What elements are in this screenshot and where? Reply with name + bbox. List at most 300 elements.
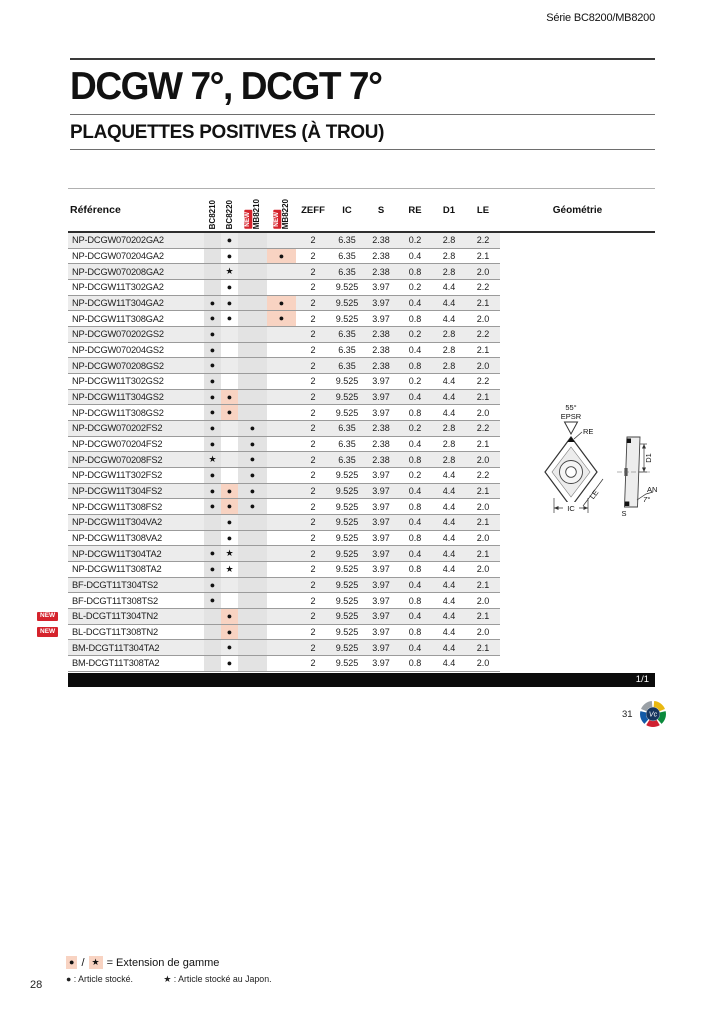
grade-mark-cell: [238, 264, 267, 279]
dimension-cell: 2.38: [372, 439, 390, 450]
grade-mark-cell: [238, 249, 267, 264]
angle-pointer-icon: [565, 422, 578, 434]
reference-cell: NP-DCGW11T308GS2: [72, 407, 164, 418]
stock-mark-dot: ●: [209, 360, 216, 371]
dim-header-d1: D1: [442, 204, 456, 216]
stock-mark-dot: ●: [249, 469, 256, 480]
grade-mark-cell: [204, 327, 221, 342]
dimension-cell: 0.8: [408, 595, 422, 606]
stocked-dot-icon: ●: [66, 974, 72, 984]
grade-mark-cell: [204, 625, 221, 640]
grade-mark-cell: [267, 499, 296, 514]
grade-mark-cell: [238, 280, 267, 295]
table-row: [68, 311, 500, 327]
grade-mark-cell: [238, 546, 267, 561]
reference-cell: NP-DCGW11T304TA2: [72, 548, 162, 559]
grade-mark-cell: [204, 515, 221, 530]
table-row: [68, 484, 500, 500]
dimension-cell: 2.38: [372, 423, 390, 434]
dimension-cell: 4.4: [442, 282, 456, 293]
table-row: [40, 625, 500, 641]
stock-mark-dot: ●: [226, 313, 233, 324]
grade-mark-cell: [221, 609, 238, 624]
dimension-cell: 2: [310, 533, 316, 544]
grade-mark-cell: [238, 593, 267, 608]
dimension-cell: 6.35: [338, 360, 356, 371]
dimension-cell: 2.2: [476, 235, 490, 246]
grade-mark-cell: [204, 609, 221, 624]
dimension-cell: 2: [310, 580, 316, 591]
table-row: [68, 405, 500, 421]
grade-mark-cell: [221, 374, 238, 389]
dimension-cell: 0.8: [408, 533, 422, 544]
grade-mark-cell: [267, 374, 296, 389]
dim-header-s: S: [377, 204, 385, 216]
dimension-cell: 2: [310, 658, 316, 669]
table-row: [68, 358, 500, 374]
page-indicator: 1/1: [635, 674, 649, 686]
stock-mark-dot: ●: [209, 344, 216, 355]
grade-mark-cell: [204, 249, 221, 264]
dimension-cell: 9.525: [335, 595, 359, 606]
dimension-cell: 9.525: [335, 407, 359, 418]
grade-mark-cell: [221, 468, 238, 483]
dimension-cell: 3.97: [372, 658, 390, 669]
dimension-cell: 6.35: [338, 266, 356, 277]
dimension-cell: 6.35: [338, 251, 356, 261]
dimension-cell: 2.0: [476, 360, 490, 371]
grade-mark-cell: [267, 531, 296, 546]
grade-mark-cell: [267, 233, 296, 248]
grade-mark-cell: [204, 233, 221, 248]
dimension-cell: 2.0: [476, 454, 490, 465]
dimension-cell: 2: [310, 454, 316, 465]
dimension-cell: 2: [310, 266, 316, 277]
grade-mark-cell: [267, 264, 296, 279]
dimension-cell: 2.8: [442, 235, 456, 246]
stock-mark-dot: ●: [226, 297, 233, 308]
dimension-cell: 2.38: [372, 454, 390, 465]
reference-cell: NP-DCGW11T304VA2: [72, 517, 162, 528]
dimension-cell: 2.8: [442, 329, 456, 340]
grade-mark-cell: [221, 499, 238, 514]
dimension-cell: 2: [310, 517, 316, 528]
dimension-cell: 9.525: [335, 627, 359, 638]
grade-mark-cell: [204, 437, 221, 452]
stock-mark-dot: ●: [209, 375, 216, 386]
legend-block: [66, 956, 272, 985]
extension-star-swatch: ★: [89, 956, 103, 969]
stock-mark-dot: ●: [278, 250, 285, 261]
grade-mark-cell: [267, 484, 296, 499]
dimension-cell: 4.4: [442, 642, 456, 653]
table-row: [68, 499, 500, 515]
dimension-cell: 2.1: [476, 548, 490, 559]
page-number: 28: [30, 979, 43, 991]
dimension-cell: 2.38: [372, 345, 390, 356]
dimension-cell: 2.1: [476, 486, 490, 497]
grade-mark-cell: [221, 640, 238, 655]
dim-header-le: LE: [476, 204, 490, 216]
stock-mark-dot: ●: [226, 626, 233, 637]
grade-mark-cell: [238, 625, 267, 640]
grade-label: MB8210: [252, 198, 262, 229]
grade-mark-cell: [267, 249, 296, 264]
dimension-cell: 4.4: [442, 627, 456, 638]
insert-hole-inner: [566, 467, 577, 478]
grade-mark-cell: [204, 311, 221, 326]
grade-mark-cell: [238, 562, 267, 577]
page-subtitle: PLAQUETTES POSITIVES (À TROU): [70, 120, 385, 143]
stock-mark-dot: ●: [209, 438, 216, 449]
dimension-cell: 2.0: [476, 313, 490, 324]
reference-cell: NP-DCGW070204FS2: [72, 439, 163, 450]
stock-mark-dot: ●: [209, 391, 216, 402]
dimension-cell: 2: [310, 329, 316, 340]
grade-mark-cell: [238, 421, 267, 436]
divider: [70, 114, 655, 115]
dimension-cell: 2.1: [476, 392, 490, 403]
grade-mark-cell: [267, 390, 296, 405]
grade-mark-cell: [221, 296, 238, 311]
reference-cell: NP-DCGW11T304FS2: [72, 486, 163, 497]
dimension-cell: 2: [310, 407, 316, 418]
footer-logo-block: [622, 699, 668, 729]
reference-cell: BL-DCGT11T308TN2: [72, 627, 159, 638]
grade-mark-cell: [238, 578, 267, 593]
dimension-cell: 2.38: [372, 360, 390, 371]
reference-cell: NP-DCGW070204GS2: [72, 345, 164, 356]
stock-mark-dot: ●: [209, 297, 216, 308]
reference-cell: NP-DCGW070202GS2: [72, 329, 164, 340]
stocked-star-text: : Article stocké au Japon.: [173, 974, 272, 984]
dimension-cell: 0.8: [408, 658, 422, 669]
divider: [70, 58, 655, 60]
grade-mark-cell: [204, 546, 221, 561]
dimension-cell: 2.1: [476, 345, 490, 356]
table-row: [68, 374, 500, 390]
dimension-cell: 4.4: [442, 595, 456, 606]
grade-mark-cell: [238, 484, 267, 499]
grade-mark-cell: [238, 609, 267, 624]
stock-mark-dot: ●: [226, 516, 233, 527]
legend-extension-text: = Extension de gamme: [106, 956, 220, 969]
dimension-cell: 2: [310, 345, 316, 356]
dimension-cell: 9.525: [335, 376, 359, 387]
grade-mark-cell: [221, 390, 238, 405]
grade-mark-cell: [221, 531, 238, 546]
column-header-reference: Référence: [70, 204, 121, 216]
pagination-bar: [68, 673, 655, 687]
dimension-cell: 9.525: [335, 580, 359, 591]
stock-mark-dot: ●: [209, 407, 216, 418]
new-badge-vertical: NEW: [272, 212, 280, 227]
dimension-cell: 2.2: [476, 376, 490, 387]
grade-mark-cell: [221, 421, 238, 436]
grade-mark-cell: [204, 343, 221, 358]
dimension-cell: 2: [310, 501, 316, 512]
grade-mark-cell: [238, 358, 267, 373]
dimension-cell: 4.4: [442, 407, 456, 418]
stock-mark-dot: ●: [226, 391, 233, 402]
dimension-cell: 2.8: [442, 454, 456, 465]
dimension-cell: 3.97: [372, 548, 390, 559]
dimension-cell: 9.525: [335, 548, 359, 559]
dimension-cell: 2: [310, 313, 316, 324]
dimension-cell: 4.4: [442, 517, 456, 528]
an-angle-label: 7°: [643, 495, 651, 504]
grade-mark-cell: [204, 390, 221, 405]
dimension-cell: 9.525: [335, 282, 359, 293]
dimension-cell: 2.8: [442, 251, 456, 261]
reference-cell: BF-DCGT11T308TS2: [72, 595, 159, 606]
table-row: [68, 468, 500, 484]
dimension-cell: 0.4: [408, 580, 422, 591]
stock-mark-dot: ●: [249, 422, 256, 433]
title-block: [70, 58, 655, 150]
grade-mark-cell: [221, 546, 238, 561]
dimension-cell: 3.97: [372, 627, 390, 638]
grade-mark-cell: [204, 499, 221, 514]
dimension-cell: 4.4: [442, 658, 456, 669]
dimension-cell: 0.4: [408, 611, 422, 622]
grade-mark-cell: [267, 452, 296, 467]
table-row: [68, 280, 500, 296]
dimension-cell: 3.97: [372, 564, 390, 575]
grade-mark-cell: [238, 327, 267, 342]
dimension-cell: 9.525: [335, 392, 359, 403]
dimension-cell: 9.525: [335, 313, 359, 324]
reference-cell: NP-DCGW11T304GA2: [72, 298, 164, 309]
dimension-cell: 0.4: [408, 517, 422, 528]
dimension-cell: 4.4: [442, 392, 456, 403]
dimension-cell: 0.2: [408, 329, 422, 340]
grade-mark-cell: [204, 405, 221, 420]
grade-mark-cell: [238, 296, 267, 311]
stocked-star-icon: ★: [163, 974, 172, 984]
table-row: [68, 531, 500, 547]
geometry-diagram: [527, 400, 667, 520]
table-row: [68, 264, 500, 280]
reference-cell: BF-DCGT11T304TS2: [72, 580, 159, 591]
le-label: LE: [587, 488, 601, 501]
dimension-cell: 3.97: [372, 501, 390, 512]
grade-mark-cell: [267, 343, 296, 358]
dimension-cell: 4.4: [442, 298, 456, 309]
dimension-cell: 0.2: [408, 282, 422, 293]
dimension-cell: 2: [310, 251, 316, 261]
grade-column-headers: [204, 189, 296, 231]
stock-mark-dot: ●: [249, 454, 256, 465]
grade-mark-cell: [221, 327, 238, 342]
reference-cell: NP-DCGW11T308FS2: [72, 501, 163, 512]
dimension-cell: 0.2: [408, 235, 422, 246]
dimension-cell: 2.8: [442, 266, 456, 277]
dimension-cell: 0.2: [408, 470, 422, 481]
new-row-badge: NEW: [37, 612, 58, 622]
d1-label: D1: [644, 453, 653, 463]
dimension-cell: 2: [310, 548, 316, 559]
dimension-cell: 2.1: [476, 439, 490, 450]
dimension-cell: 6.35: [338, 454, 356, 465]
dimension-cell: 4.4: [442, 376, 456, 387]
dimension-cell: 9.525: [335, 486, 359, 497]
dimension-cell: 2.8: [442, 360, 456, 371]
grade-mark-cell: [221, 264, 238, 279]
grade-mark-cell: [204, 531, 221, 546]
reference-cell: NP-DCGW11T302GA2: [72, 282, 164, 293]
stock-mark-dot: ●: [226, 501, 233, 512]
stock-mark-dot: ●: [226, 642, 233, 653]
dimension-cell: 0.4: [408, 392, 422, 403]
dimension-cell: 2: [310, 360, 316, 371]
table-row: [68, 593, 500, 609]
vertex-angle-label: 55°: [565, 403, 577, 412]
stock-mark-dot: ●: [249, 485, 256, 496]
vc-pinwheel-logo-icon: [638, 699, 668, 729]
dimension-cell: 2.1: [476, 611, 490, 622]
stock-mark-dot: ●: [226, 281, 233, 292]
table-row: [68, 452, 500, 468]
dimension-cell: 2.1: [476, 642, 490, 653]
legend-stock-line: [66, 974, 272, 985]
dimension-cell: 2.1: [476, 298, 490, 309]
grade-header-mb8210: [238, 189, 267, 231]
new-badge-vertical: NEW: [243, 212, 251, 227]
grade-mark-cell: [267, 578, 296, 593]
grade-mark-cell: [267, 640, 296, 655]
stock-mark-dot: ●: [226, 407, 233, 418]
grade-mark-cell: [204, 578, 221, 593]
dimension-cell: 2.1: [476, 580, 490, 591]
grade-mark-cell: [221, 593, 238, 608]
table-row: [68, 327, 500, 343]
dimension-cell: 0.4: [408, 251, 422, 261]
table-row: [68, 343, 500, 359]
epsr-label: EPSR: [560, 412, 582, 421]
grade-mark-cell: [238, 437, 267, 452]
dimension-cell: 6.35: [338, 329, 356, 340]
dimension-cell: 2.1: [476, 251, 490, 261]
dimension-cell: 2.0: [476, 595, 490, 606]
dimension-cell: 2: [310, 423, 316, 434]
product-table: [40, 188, 658, 687]
dimension-cell: 2: [310, 235, 316, 246]
dim-header-re: RE: [408, 204, 422, 216]
dimension-cell: 2.8: [442, 345, 456, 356]
dimension-cell: 4.4: [442, 580, 456, 591]
dimension-cell: 2: [310, 470, 316, 481]
stock-mark-dot: ●: [226, 610, 233, 621]
dimension-cell: 2.8: [442, 423, 456, 434]
grade-mark-cell: [221, 358, 238, 373]
grade-mark-cell: [221, 405, 238, 420]
dimension-cell: 4.4: [442, 564, 456, 575]
grade-mark-cell: [204, 421, 221, 436]
dimension-cell: 2.38: [372, 329, 390, 340]
dimension-cell: 6.35: [338, 235, 356, 246]
grade-mark-cell: [221, 437, 238, 452]
grade-mark-cell: [238, 468, 267, 483]
grade-mark-cell: [267, 405, 296, 420]
dimension-cell: 2.38: [372, 235, 390, 246]
table-row: [68, 515, 500, 531]
table-row: [68, 640, 500, 656]
grade-mark-cell: [204, 562, 221, 577]
dimension-cell: 0.2: [408, 376, 422, 387]
re-label: RE: [583, 427, 594, 436]
dimension-cell: 0.8: [408, 266, 422, 277]
dimension-cell: 0.2: [408, 423, 422, 434]
grade-mark-cell: [204, 468, 221, 483]
stock-mark-dot: ●: [209, 595, 216, 606]
reference-cell: BM-DCGT11T308TA2: [72, 658, 160, 669]
dimension-cell: 9.525: [335, 611, 359, 622]
stock-mark-dot: ●: [209, 328, 216, 339]
stock-mark-dot: ●: [209, 422, 216, 433]
legend-extension-line: [66, 956, 272, 969]
dimension-cell: 0.8: [408, 627, 422, 638]
dimension-cell: 2.0: [476, 627, 490, 638]
grade-mark-cell: [221, 343, 238, 358]
dimension-cell: 2.1: [476, 517, 490, 528]
grade-mark-cell: [204, 452, 221, 467]
stock-mark-dot: ●: [209, 563, 216, 574]
stock-mark-dot: ●: [278, 313, 285, 324]
stock-mark-dot: ●: [249, 501, 256, 512]
dimension-cell: 9.525: [335, 564, 359, 575]
dimension-cell: 0.4: [408, 642, 422, 653]
grade-label: BC8220: [224, 199, 234, 229]
reference-cell: NP-DCGW11T304GS2: [72, 392, 164, 403]
dimension-cell: 3.97: [372, 313, 390, 324]
dimension-cell: 0.8: [408, 564, 422, 575]
grade-mark-cell: [221, 578, 238, 593]
grade-mark-cell: [267, 609, 296, 624]
dimension-cell: 6.35: [338, 439, 356, 450]
dimension-cell: 2.0: [476, 564, 490, 575]
dimension-cell: 3.97: [372, 392, 390, 403]
dimension-cell: 2: [310, 595, 316, 606]
dimension-cell: 2: [310, 627, 316, 638]
footer-number: 31: [622, 708, 633, 720]
grade-mark-cell: [204, 640, 221, 655]
dim-header-ic: IC: [342, 204, 352, 216]
dimension-cell: 9.525: [335, 517, 359, 528]
grade-label: MB8220: [281, 198, 291, 229]
reference-cell: NP-DCGW070202GA2: [72, 235, 164, 246]
reference-cell: NP-DCGW070202FS2: [72, 423, 163, 434]
dimension-cell: 9.525: [335, 642, 359, 653]
reference-cell: NP-DCGW11T302FS2: [72, 470, 163, 481]
dimension-cell: 0.8: [408, 501, 422, 512]
reference-cell: NP-DCGW11T302GS2: [72, 376, 164, 387]
dimension-cell: 3.97: [372, 611, 390, 622]
dimension-cell: 3.97: [372, 470, 390, 481]
table-row: [68, 296, 500, 312]
stock-mark-dot: ●: [209, 548, 216, 559]
dimension-cell: 9.525: [335, 501, 359, 512]
dimension-cell: 3.97: [372, 580, 390, 591]
grade-mark-cell: [221, 452, 238, 467]
grade-mark-cell: [267, 656, 296, 671]
dimension-cell: 2.0: [476, 407, 490, 418]
stock-mark-dot: ●: [226, 234, 233, 245]
grade-mark-cell: [267, 468, 296, 483]
stock-mark-star: ★: [225, 548, 234, 559]
grade-mark-cell: [221, 562, 238, 577]
grade-mark-cell: [221, 625, 238, 640]
